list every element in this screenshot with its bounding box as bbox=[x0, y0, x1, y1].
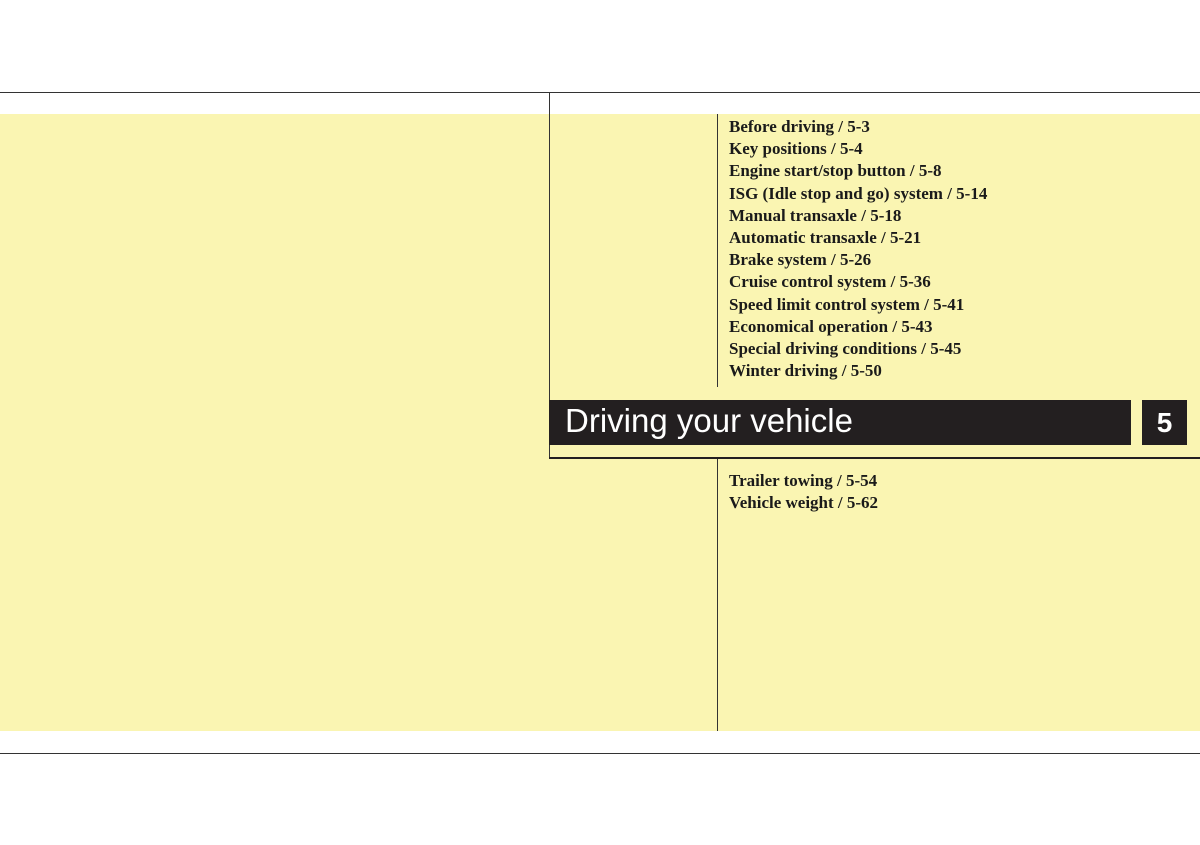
toc-lower-list bbox=[729, 470, 878, 514]
toc-item[interactable]: Winter driving / 5-50 bbox=[729, 361, 882, 381]
toc-item[interactable]: Vehicle weight / 5-62 bbox=[729, 493, 879, 513]
toc-lower-divider bbox=[717, 459, 718, 731]
toc-upper-list bbox=[729, 116, 987, 382]
chapter-number-badge: 5 bbox=[1142, 400, 1187, 445]
chapter-title-bar bbox=[549, 400, 1131, 445]
toc-item[interactable]: Manual transaxle / 5-18 bbox=[729, 205, 902, 225]
toc-item[interactable]: Cruise control system / 5-36 bbox=[729, 272, 931, 292]
toc-item[interactable]: ISG (Idle stop and go) system / 5-14 bbox=[729, 183, 988, 203]
toc-item[interactable]: Brake system / 5-26 bbox=[729, 250, 872, 270]
top-rule bbox=[0, 92, 1200, 93]
toc-item[interactable]: Key positions / 5-4 bbox=[729, 139, 863, 159]
toc-item[interactable]: Speed limit control system / 5-41 bbox=[729, 294, 965, 314]
toc-item[interactable]: Trailer towing / 5-54 bbox=[729, 471, 878, 490]
toc-item[interactable]: Before driving / 5-3 bbox=[729, 117, 870, 136]
bottom-rule bbox=[0, 753, 1200, 754]
title-underline bbox=[549, 457, 1200, 459]
toc-item[interactable]: Economical operation / 5-43 bbox=[729, 316, 933, 336]
toc-item[interactable]: Special driving conditions / 5-45 bbox=[729, 339, 962, 359]
toc-item[interactable]: Automatic transaxle / 5-21 bbox=[729, 228, 922, 248]
chapter-title: Driving your vehicle bbox=[565, 402, 853, 439]
toc-upper-divider bbox=[717, 114, 718, 387]
toc-item[interactable]: Engine start/stop button / 5-8 bbox=[729, 161, 942, 181]
